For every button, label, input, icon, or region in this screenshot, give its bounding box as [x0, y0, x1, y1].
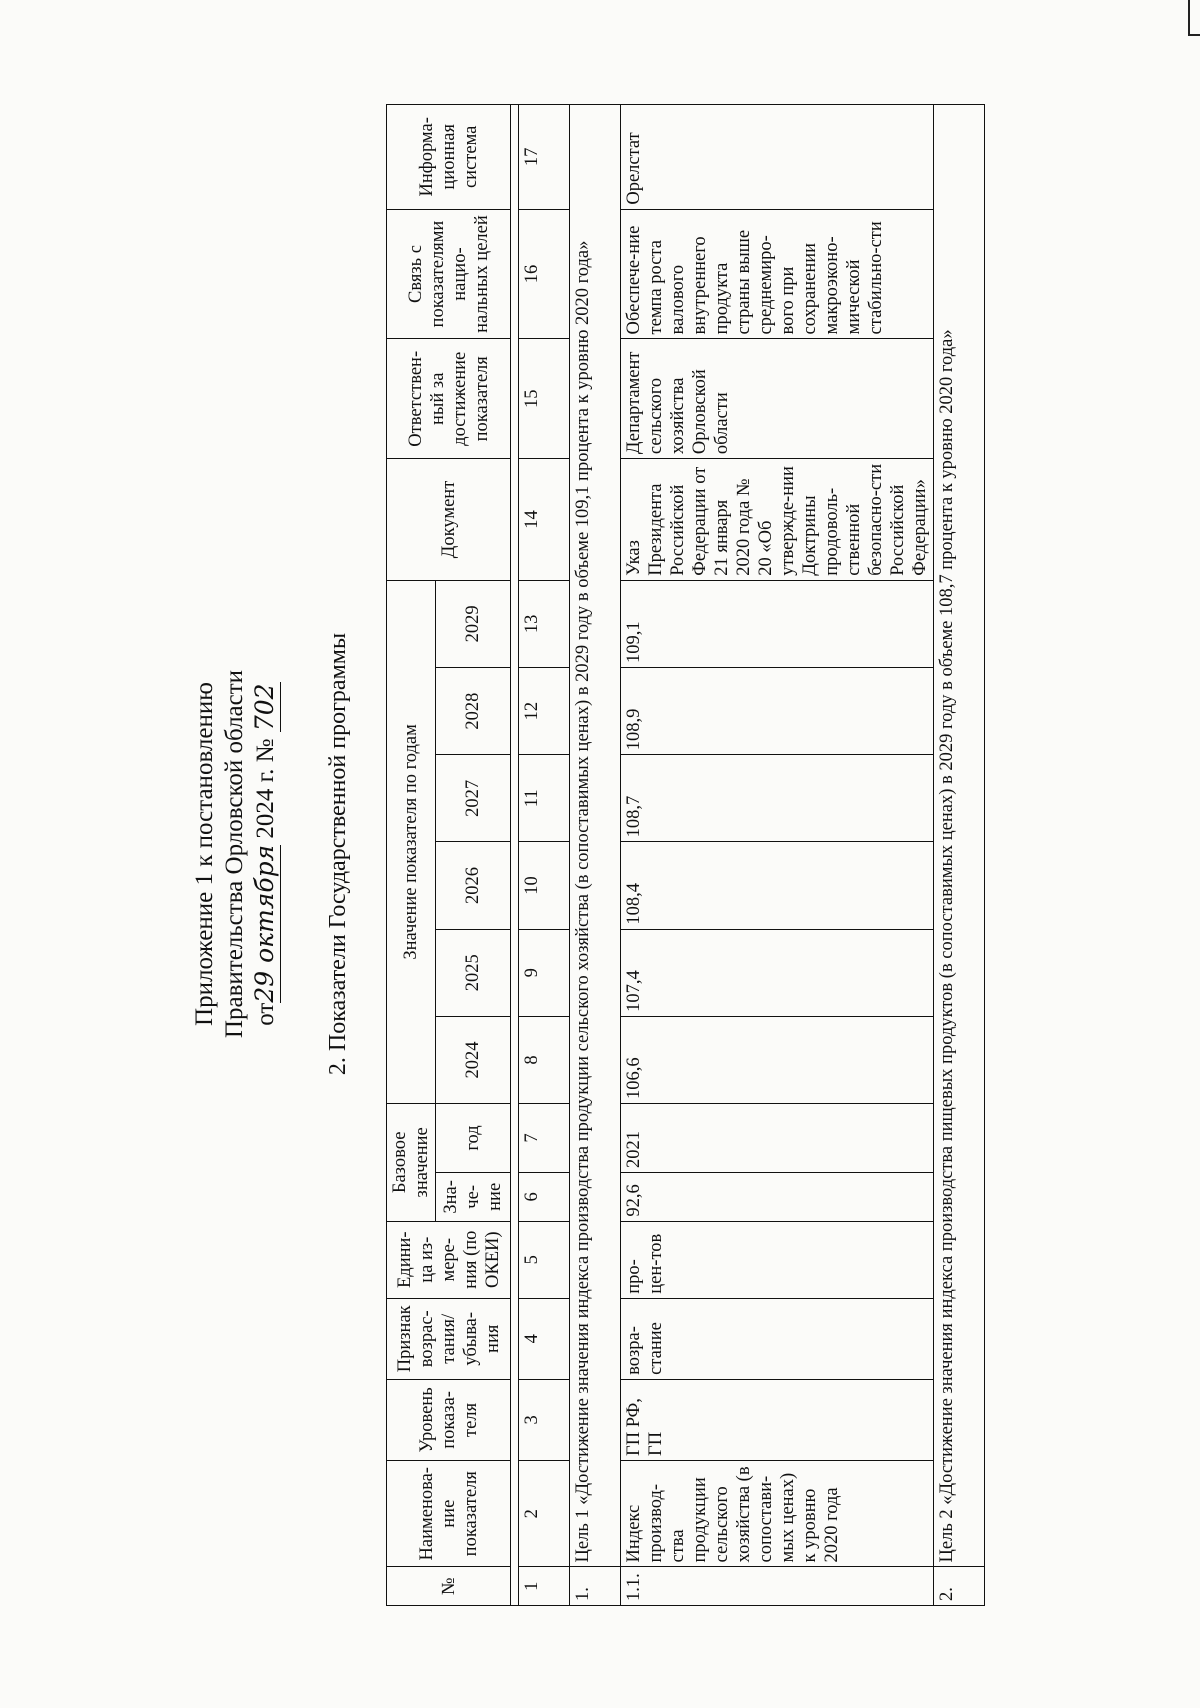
header-unit: Едини-ца из-мере-ния (по ОКЕИ) [387, 1221, 511, 1298]
section-title: 2. Показатели Государственной программы [325, 632, 351, 1076]
indicator-unit: про-цен-тов [621, 1221, 934, 1298]
header-year: 2027 [436, 755, 511, 842]
goal-1-no: 1. [570, 1567, 621, 1606]
column-number: 13 [519, 580, 570, 667]
header-year: 2029 [436, 580, 511, 667]
column-number: 9 [519, 929, 570, 1016]
appendix-header [190, 0, 281, 1708]
handwritten-date: 29 октября [250, 844, 279, 1003]
date-year-label: 2024 г. № [252, 738, 279, 839]
indicator-value-2029: 109,1 [621, 580, 934, 667]
indicator-name: Индекс производ-ства продукции сельского хозяйства (в сопостави-мых ценах) к уровню 2020 года [621, 1460, 934, 1566]
indicator-base-year: 2021 [621, 1104, 934, 1173]
indicator-document: Указ Президента Российской Федерации от 21 января 2020 года № 20 «Об утвержде-нии Доктрины продоволь-ственной безопасно-сти Российской Федерации» [621, 459, 934, 581]
header-line-2: Правительства Орловской области [221, 669, 248, 1039]
header-no: № [387, 1567, 511, 1606]
header-base-year: год [436, 1104, 511, 1173]
indicator-no: 1.1. [621, 1567, 934, 1606]
header-infosystem: Информа-ционная система [387, 105, 511, 210]
indicator-value-2024: 106,6 [621, 1016, 934, 1103]
column-number: 6 [519, 1173, 570, 1222]
indicator-sign: возра-стание [621, 1298, 934, 1379]
goal-2-row [934, 105, 985, 1606]
indicator-value-2027: 108,7 [621, 755, 934, 842]
header-document: Документ [387, 459, 511, 581]
header-line-1: Приложение 1 к постановлению [191, 682, 218, 1026]
header-base: Базовое значение [387, 1104, 436, 1222]
header-base-value: Зна-че-ние [436, 1173, 511, 1222]
column-number: 2 [519, 1460, 570, 1566]
column-number: 5 [519, 1221, 570, 1298]
indicator-value-2025: 107,4 [621, 929, 934, 1016]
header-responsible: Ответствен-ный за достижение показателя [387, 339, 511, 459]
header-level: Уровень показа-теля [387, 1379, 511, 1460]
header-year: 2024 [436, 1016, 511, 1103]
goal-1-text: Цель 1 «Достижение значения индекса производства продукции сельского хозяйства (в сопоставимых ценах) в 2029 году в объеме 109,1 процента к уровню 2020 года» [570, 105, 621, 1567]
indicator-level: ГП РФ, ГП [621, 1379, 934, 1460]
column-number: 10 [519, 842, 570, 929]
column-number: 4 [519, 1298, 570, 1379]
header-name: Наименова-ние показателя [387, 1460, 511, 1566]
indicator-link: Обеспече-ние темпа роста валового внутреннего продукта страны выше среднемиро-вого при сохранении макроэконо-мической стабильно-сти [621, 209, 934, 339]
column-number: 12 [519, 668, 570, 755]
column-number: 14 [519, 459, 570, 581]
header-year: 2028 [436, 668, 511, 755]
header-line-3 [250, 0, 281, 1708]
column-number: 8 [519, 1016, 570, 1103]
header-values-by-year: Значение показателя по годам [387, 580, 436, 1103]
indicator-value-2026: 108,4 [621, 842, 934, 929]
indicator-infosystem: Орелстат [621, 105, 934, 210]
column-number: 16 [519, 209, 570, 339]
header-sign: Признак возрас-тания/ убыва-ния [387, 1298, 511, 1379]
goal-2-no: 2. [934, 1567, 985, 1606]
column-number: 17 [519, 105, 570, 210]
column-number: 15 [519, 339, 570, 459]
indicator-base-value: 92,6 [621, 1173, 934, 1222]
column-number: 1 [519, 1567, 570, 1606]
goal-1-row [570, 105, 621, 1606]
handwritten-number: 702 [250, 683, 279, 732]
column-number: 7 [519, 1104, 570, 1173]
indicator-row-1-1 [621, 105, 934, 1606]
goal-2-text: Цель 2 «Достижение значения индекса производства пищевых продуктов (в сопоставимых ценах) в 2029 году в объеме 108,7 процента к уровню 2020 года» [934, 105, 985, 1567]
indicators-table [386, 104, 985, 1606]
header-row-1 [387, 105, 436, 1606]
indicator-responsible: Департамент сельского хозяйства Орловской области [621, 339, 934, 459]
header-link: Связь с показателями нацио-нальных целей [387, 209, 511, 339]
date-prefix: от [252, 1002, 279, 1026]
header-year: 2025 [436, 929, 511, 1016]
header-year: 2026 [436, 842, 511, 929]
column-numbers-row [519, 105, 570, 1606]
column-number: 11 [519, 755, 570, 842]
column-number: 3 [519, 1379, 570, 1460]
double-line-separator [511, 105, 519, 1606]
indicator-value-2028: 108,9 [621, 668, 934, 755]
